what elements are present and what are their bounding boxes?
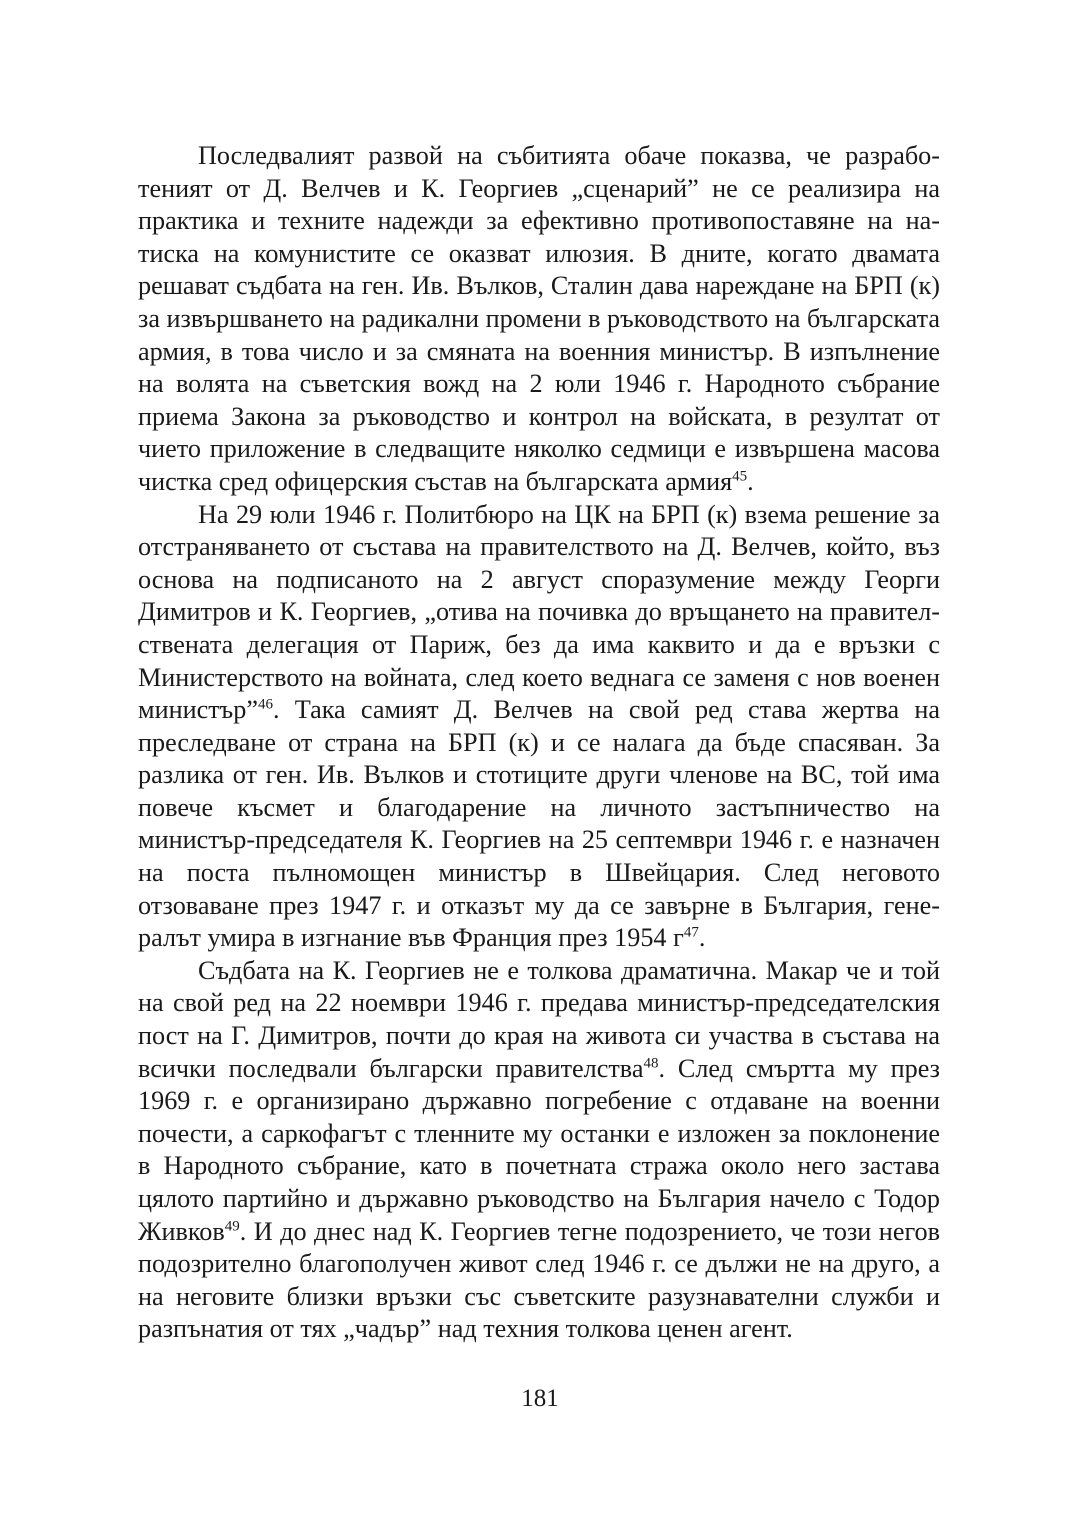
paragraph-1-text-1: Последвалият развой на събитията обаче показва, че разработеният от Д. Велчев и К. Георгиев „сценарий” не се реализира на практика и техните надежди за ефективно противопоставяне на натиска на комунистите се оказват илюзия. В дните, когато двамата решават съдбата на ген. Ив. Вълков, Сталин дава нареждане на БРП (к) за извършването на радикални промени в ръководството на българската армия, в това число и за смяната на военния министър. В изпълнение на волята на съветския вожд на 2 юли 1946 г. Народното събрание приема Закона за ръководство и контрол на войската, в резултат от чието приложение в следващите няколко седмици е извършена масова чистка сред офицерския състав на българската армия (138, 141, 940, 496)
paragraph-1-text-2: . (747, 466, 754, 496)
footnote-ref-46: 46 (257, 696, 273, 713)
paragraph-2-text-3: . (698, 923, 706, 953)
footnote-ref-47: 47 (683, 924, 699, 941)
paragraph-2 (138, 499, 940, 955)
paragraph-3-text-2: . След смъртта му през 1969 г. е организирано държавно погребение с отдаване на военни почести, а саркофагът с тленните му останки е изложен за поклонение в Народното събрание, като в почетната стража около него застава цялото партийно и държавно ръководство на България начело с Тодор Живков (138, 1053, 941, 1246)
page-body (138, 140, 940, 1346)
paragraph-3-text-3: . И до днес над К. Георгиев тегне подозрението, че този негов подозрително благополучен живот след 1946 г. се дължи не на друго, а на неговите близки връзки със съветските разузнавателни служби и разпънатия от тях „чадър” над техния толкова ценен агент. (138, 1216, 940, 1344)
footnote-ref-49: 49 (224, 1217, 240, 1234)
footnote-ref-45: 45 (732, 468, 748, 485)
paragraph-2-text-2: . Така самият Д. Велчев на свой ред става жертва на преследване от страна на БРП (к) и се налага да бъде спасяван. За разлика от ген. Ив. Вълков и стотиците други членове на ВС, той има повече късмет и благодарение на личното застъпничество на министър-председателя К. Георгиев на 25 септември 1946 г. е назначен на поста пълномощен министър в Швейцария. След неговото отзоваване през 1947 г. и отказът му да се завърне в България, генералът умира в изгнание във Франция през 1954 г (138, 695, 940, 953)
paragraph-1 (138, 140, 940, 499)
paragraph-2-text-1: На 29 юли 1946 г. Политбюро на ЦК на БРП (к) взема решение за отстраняването от състава на правителството на Д. Велчев, който, въз основа на подписаното на 2 август споразумение между Георги Димитров и К. Георгиев, „отива на почивка до връщането на правителствената делегация от Париж, без да има каквито и да е връзки с Министерството на войната, след което веднага се заменя с нов военен министър” (138, 499, 940, 725)
page-number: 181 (521, 1385, 559, 1412)
paragraph-3 (138, 955, 940, 1346)
paragraph-3-text-1: Съдбата на К. Георгиев не е толкова драматична. Макар че и той на свой ред на 22 ноември 1946 г. предава министър-председателския пост на Г. Димитров, почти до края на живота си участва в състава на всички последвали български правителства (138, 955, 940, 1083)
footnote-ref-48: 48 (643, 1054, 659, 1071)
